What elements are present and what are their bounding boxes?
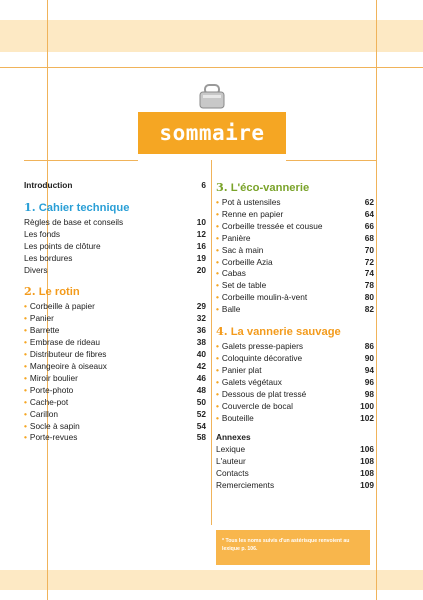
lexicon-note: * Tous les noms suivis d'un astérisque renvoient au lexique p. 106.	[216, 530, 370, 565]
entry-label: Porte-revues	[29, 432, 78, 443]
entry-page: 52	[196, 408, 206, 419]
entry-label: Cabas	[221, 268, 246, 279]
toc-entry[interactable]	[24, 349, 206, 361]
toc-entry[interactable]	[24, 397, 206, 409]
toc-entry[interactable]	[216, 341, 374, 353]
bullet-dot-icon: •	[216, 388, 219, 399]
entry-page: 19	[196, 252, 206, 263]
entry-page: 78	[364, 280, 374, 291]
bullet-dot-icon: •	[24, 396, 27, 407]
toc-entry[interactable]	[24, 337, 206, 349]
entry-label: Galets végétaux	[221, 376, 282, 387]
bullet-dot-icon: •	[216, 341, 219, 352]
bullet-dot-icon: •	[216, 304, 219, 315]
entry-label: Les bordures	[24, 252, 73, 263]
entry-page: 10	[196, 216, 206, 227]
entry-page: 68	[364, 232, 374, 243]
toc-entry[interactable]	[24, 265, 206, 277]
bullet-dot-icon: •	[216, 292, 219, 303]
left-column	[24, 180, 206, 444]
right-column	[216, 180, 374, 492]
toc-entry[interactable]	[216, 444, 374, 456]
toc-entry[interactable]	[24, 385, 206, 397]
section-heading-2	[24, 284, 206, 300]
toc-entry[interactable]	[24, 409, 206, 421]
top-rule	[0, 67, 423, 68]
entry-label: Panière	[221, 232, 251, 243]
entry-page: 74	[364, 268, 374, 279]
entry-page: 46	[196, 372, 206, 383]
entry-label: Galets presse-papiers	[221, 341, 304, 352]
toc-entry[interactable]	[24, 432, 206, 444]
section-number: 3.	[216, 180, 228, 194]
entry-label: Distributeur de fibres	[29, 349, 107, 360]
section-heading-1	[24, 200, 206, 216]
toc-entry[interactable]	[216, 353, 374, 365]
toc-entry[interactable]	[216, 365, 374, 377]
entry-label: Socle à sapin	[29, 420, 80, 431]
toc-entry[interactable]	[216, 468, 374, 480]
bullet-dot-icon: •	[24, 325, 27, 336]
bullet-dot-icon: •	[24, 337, 27, 348]
entry-label: Panier plat	[221, 364, 262, 375]
toc-entry[interactable]	[216, 197, 374, 209]
entry-label: Contacts	[216, 468, 249, 479]
entry-label: Set de table	[221, 280, 267, 291]
bullet-dot-icon: •	[24, 349, 27, 360]
entry-label: Porte-photo	[29, 384, 74, 395]
entry-label: Pot à ustensiles	[221, 197, 281, 207]
entry-page: 102	[360, 412, 374, 423]
right-margin-rule	[376, 0, 377, 600]
toc-entry[interactable]	[216, 377, 374, 389]
toc-entry[interactable]	[216, 480, 374, 492]
entry-page: 6	[201, 180, 206, 190]
entry-page: 66	[364, 220, 374, 231]
toc-entry[interactable]	[216, 245, 374, 257]
bullet-dot-icon: •	[216, 208, 219, 219]
entry-label: Renne en papier	[221, 208, 284, 219]
title-rule-left	[24, 160, 138, 161]
entry-label: Corbeille moulin-à-vent	[221, 292, 308, 303]
entry-page: 108	[360, 456, 374, 467]
bullet-dot-icon: •	[24, 384, 27, 395]
entry-label: Barrette	[29, 325, 60, 336]
entry-label: Coloquinte décorative	[221, 352, 303, 363]
bullet-dot-icon: •	[216, 268, 219, 279]
entry-page: 108	[360, 468, 374, 479]
entry-label: L'auteur	[216, 456, 246, 467]
entry-page: 50	[196, 396, 206, 407]
entry-page: 90	[364, 352, 374, 363]
entry-page: 64	[364, 208, 374, 219]
entry-label: Cache-pot	[29, 396, 69, 407]
top-band	[0, 20, 423, 52]
toc-entry[interactable]	[24, 373, 206, 385]
toc-entry[interactable]	[24, 241, 206, 253]
bullet-dot-icon: •	[24, 420, 27, 431]
entry-label: Corbeille tressée et cousue	[221, 220, 323, 231]
bullet-dot-icon: •	[216, 412, 219, 423]
section-title: La vannerie sauvage	[230, 326, 341, 339]
toc-entry[interactable]	[24, 325, 206, 337]
bullet-dot-icon: •	[216, 256, 219, 267]
entry-label: Miroir boulier	[29, 372, 78, 383]
toc-entry[interactable]	[24, 229, 206, 241]
title-rule-right	[286, 160, 376, 161]
entry-label: Bouteille	[221, 412, 254, 423]
entry-page: 40	[196, 349, 206, 360]
toc-entry[interactable]	[216, 209, 374, 221]
entry-label: Mangeoire à oiseaux	[29, 360, 107, 371]
entry-label: Remerciements	[216, 480, 275, 491]
entry-page: 48	[196, 384, 206, 395]
entry-page: 82	[364, 304, 374, 315]
section-number: 4.	[216, 324, 228, 339]
paper-clip-icon	[196, 84, 228, 112]
bullet-dot-icon: •	[216, 232, 219, 243]
section-number: 2.	[24, 284, 36, 299]
entry-label: Règles de base et conseils	[24, 216, 124, 227]
entry-label: Carillon	[29, 408, 59, 419]
entry-page: 62	[364, 197, 374, 207]
bullet-dot-icon: •	[216, 280, 219, 291]
entry-label: Panier	[29, 313, 54, 324]
bullet-dot-icon: •	[24, 360, 27, 371]
toc-entry[interactable]	[24, 421, 206, 433]
bullet-dot-icon: •	[24, 432, 27, 443]
toc-entry[interactable]	[216, 280, 374, 292]
toc-entry[interactable]	[216, 233, 374, 245]
entry-label: Couvercle de bocal	[221, 400, 293, 411]
entry-page: 36	[196, 325, 206, 336]
column-divider	[211, 160, 212, 525]
entry-label: Lexique	[216, 444, 246, 455]
bullet-dot-icon: •	[24, 408, 27, 419]
bullet-dot-icon: •	[24, 313, 27, 324]
section-title: L'éco-vannerie	[230, 182, 310, 194]
toc-entry[interactable]	[216, 304, 374, 316]
entry-page: 72	[364, 256, 374, 267]
bullet-dot-icon: •	[216, 364, 219, 375]
toc-entry[interactable]	[24, 313, 206, 325]
toc-entry[interactable]	[24, 253, 206, 265]
entry-page: 70	[364, 244, 374, 255]
entry-label: Corbeille Azia	[221, 256, 273, 267]
section-title: Le rotin	[38, 286, 80, 299]
entry-label: Balle	[221, 304, 241, 315]
toc-entry[interactable]	[24, 361, 206, 373]
annexes-heading: Annexes	[216, 432, 251, 443]
entry-page: 80	[364, 292, 374, 303]
entry-label: Embrase de rideau	[29, 337, 101, 348]
entry-page: 94	[364, 364, 374, 375]
toc-entry[interactable]	[216, 257, 374, 269]
entry-label: Les fonds	[24, 228, 60, 239]
bullet-dot-icon: •	[216, 376, 219, 387]
toc-entry[interactable]	[216, 413, 374, 425]
entry-page: 100	[360, 400, 374, 411]
bullet-dot-icon: •	[24, 301, 27, 312]
entry-page: 106	[360, 444, 374, 455]
section-heading-4	[216, 324, 374, 340]
bullet-dot-icon: •	[24, 372, 27, 383]
entry-label: Corbeille à papier	[29, 301, 95, 312]
entry-label: Introduction	[24, 180, 73, 190]
entry-label: Divers	[24, 264, 48, 275]
page-title: sommaire	[138, 112, 286, 154]
entry-page: 29	[196, 301, 206, 312]
toc-entry[interactable]	[24, 217, 206, 229]
entry-page: 109	[360, 480, 374, 491]
toc-entry[interactable]	[216, 221, 374, 233]
section-title: Cahier technique	[38, 201, 130, 214]
bullet-dot-icon: •	[216, 220, 219, 231]
bullet-dot-icon: •	[216, 244, 219, 255]
toc-entry[interactable]	[216, 292, 374, 304]
entry-page: 86	[364, 341, 374, 352]
toc-entry[interactable]	[216, 401, 374, 413]
entry-page: 42	[196, 360, 206, 371]
bullet-dot-icon: •	[216, 352, 219, 363]
section-heading-3	[216, 180, 374, 196]
toc-entry[interactable]	[216, 456, 374, 468]
bottom-band	[0, 570, 423, 590]
entry-page: 98	[364, 388, 374, 399]
entry-label: Les points de clôture	[24, 240, 101, 251]
entry-page: 12	[196, 228, 206, 239]
entry-page: 54	[196, 420, 206, 431]
entry-page: 32	[196, 313, 206, 324]
entry-label: Sac à main	[221, 244, 264, 255]
toc-entry[interactable]	[24, 301, 206, 313]
bullet-dot-icon: •	[216, 197, 219, 207]
entry-page: 38	[196, 337, 206, 348]
toc-entry[interactable]	[216, 389, 374, 401]
bullet-dot-icon: •	[216, 400, 219, 411]
entry-page: 96	[364, 376, 374, 387]
entry-page: 16	[196, 240, 206, 251]
toc-entry[interactable]	[216, 268, 374, 280]
section-number: 1.	[24, 199, 36, 214]
entry-page: 20	[196, 264, 206, 275]
toc-entry-introduction[interactable]	[24, 180, 206, 192]
entry-label: Dessous de plat tressé	[221, 388, 307, 399]
entry-page: 58	[196, 432, 206, 443]
